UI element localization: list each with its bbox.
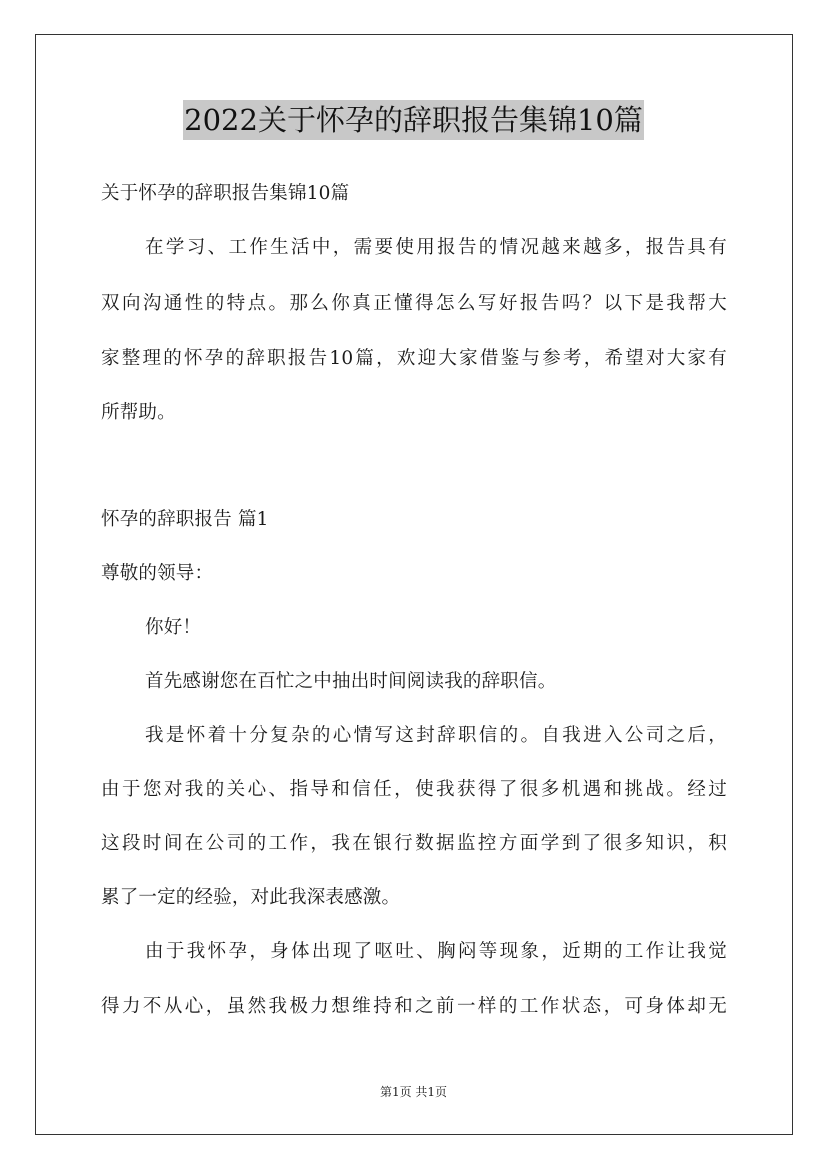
paragraph-2-line-1: 我是怀着十分复杂的心情写这封辞职信的。自我进入公司之后， bbox=[145, 725, 727, 746]
paragraph-2-line-2: 由于您对我的关心、指导和信任，使我获得了很多机遇和挑战。经过 bbox=[101, 779, 727, 800]
paragraph-3-line-1: 由于我怀孕，身体出现了呕吐、胸闷等现象，近期的工作让我觉 bbox=[145, 941, 727, 962]
paragraph-2-line-4: 累了一定的经验，对此我深表感激。 bbox=[101, 887, 401, 908]
document-title bbox=[0, 100, 827, 140]
salutation: 尊敬的领导： bbox=[101, 563, 214, 584]
greeting: 你好！ bbox=[145, 617, 202, 638]
section-heading: 怀孕的辞职报告 篇1 bbox=[101, 509, 269, 530]
document-title-text: 2022关于怀孕的辞职报告集锦10篇 bbox=[183, 100, 644, 140]
intro-line-1: 在学习、工作生活中，需要使用报告的情况越来越多，报告具有 bbox=[145, 237, 727, 258]
page-footer: 第1页 共1页 bbox=[379, 1085, 448, 1099]
paragraph-2-line-3: 这段时间在公司的工作，我在银行数据监控方面学到了很多知识，积 bbox=[101, 833, 727, 854]
intro-line-2: 双向沟通性的特点。那么你真正懂得怎么写好报告吗？以下是我帮大 bbox=[101, 293, 727, 314]
intro-line-4: 所帮助。 bbox=[101, 402, 176, 423]
paragraph-1: 首先感谢您在百忙之中抽出时间阅读我的辞职信。 bbox=[145, 671, 557, 692]
intro-line-3: 家整理的怀孕的辞职报告10篇，欢迎大家借鉴与参考，希望对大家有 bbox=[101, 348, 727, 369]
paragraph-3-line-2: 得力不从心，虽然我极力想维持和之前一样的工作状态，可身体却无 bbox=[101, 996, 727, 1017]
document-subtitle: 关于怀孕的辞职报告集锦10篇 bbox=[101, 183, 350, 204]
